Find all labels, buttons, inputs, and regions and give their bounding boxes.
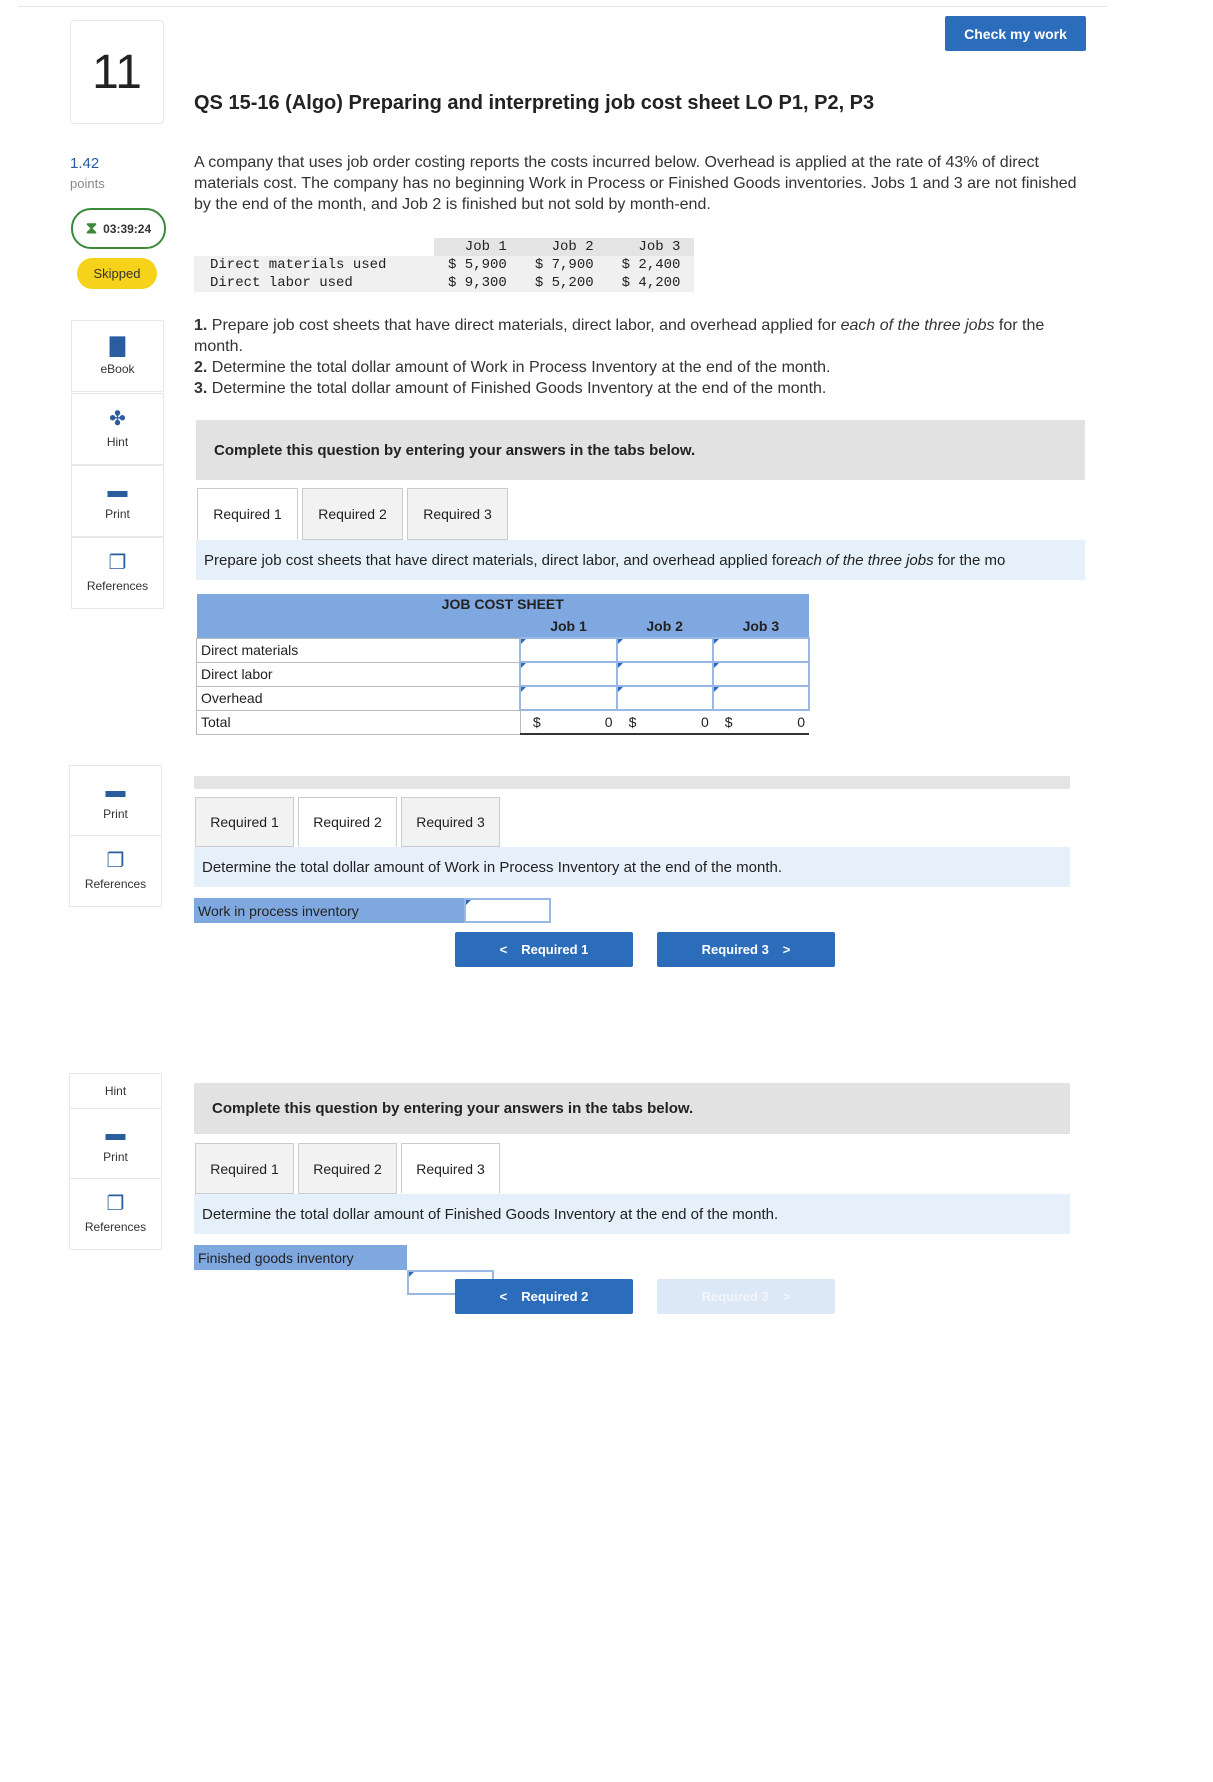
hourglass-icon: ⧗ [85,219,98,237]
tab-bar-3 [195,1143,500,1194]
book-icon: ▇ [109,335,126,357]
print-button-2[interactable] [69,765,162,837]
prev-required-2-button[interactable]: < Required 2 [455,1279,633,1314]
hint-label: Hint [106,435,129,449]
references-button-3[interactable] [69,1178,162,1250]
given-cell: $ 5,200 [534,275,594,291]
printer-icon: ▬ [105,1123,126,1145]
section3-instruction: Determine the total dollar amount of Finished Goods Inventory at the end of the month. [194,1194,1070,1234]
hint-label: Hint [104,1084,127,1098]
requirement-item: 1. Prepare job cost sheets that have direct materials, direct labor, and overhead applied for each of the three jobs for the month. [194,317,1045,355]
given-row-label: Direct materials used [210,257,387,273]
requirements-list [194,315,1084,399]
references-label: References [84,877,147,891]
instructions-banner-3: Complete this question by entering your answers in the tabs below. [194,1083,1070,1134]
ebook-button[interactable] [71,320,164,392]
hint-button-3[interactable] [69,1073,162,1109]
job3-materials-input[interactable] [713,638,809,662]
instructions-banner: Complete this question by entering your answers in the tabs below. [196,420,1085,480]
section1-instruction: Prepare job cost sheets that have direct materials, direct labor, and overhead applied for each of the three jobs for the mo [196,540,1085,580]
print-label: Print [103,807,128,821]
total-job3: $ 0 [713,710,809,734]
check-my-work-button[interactable]: Check my work [945,16,1086,51]
row-label: Total [197,710,521,734]
wip-label: Work in process inventory [194,898,464,923]
requirement-item: 3. Determine the total dollar amount of Finished Goods Inventory at the end of the month. [194,380,827,397]
timer-value: 03:39:24 [103,221,152,236]
tab-required-3[interactable]: Required 3 [401,1143,500,1194]
page-title: QS 15-16 (Algo) Preparing and interpreting job cost sheet LO P1, P2, P3 [194,92,875,114]
references-icon: ❐ [106,1193,125,1215]
chevron-right-icon: > [782,1289,791,1304]
tab-required-3[interactable]: Required 3 [401,797,500,847]
row-label: Direct labor [197,662,521,686]
sheet-corner [197,614,521,638]
given-cell: $ 7,900 [534,257,594,273]
print-label: Print [105,507,130,521]
printer-icon: ▬ [107,480,128,502]
job2-materials-input[interactable] [617,638,713,662]
job1-materials-input[interactable] [520,638,616,662]
given-data-table [194,238,694,292]
points-value: 1.42 [70,155,100,172]
tab-required-2[interactable]: Required 2 [302,488,403,540]
sheet-title: JOB COST SHEET [197,594,810,614]
references-label: References [84,1220,147,1234]
given-header: Job 3 [608,238,695,256]
tab-required-1[interactable]: Required 1 [197,488,298,540]
job3-overhead-input[interactable] [713,686,809,710]
given-cell: $ 5,900 [448,257,507,273]
next-required-3-button[interactable]: Required 3 > [657,932,835,967]
chevron-right-icon: > [782,942,791,957]
hint-icon: ✤ [109,408,126,430]
job-cost-sheet [196,594,810,735]
column-header: Job 3 [713,614,809,638]
intro-paragraph: A company that uses job order costing reports the costs incurred below. Overhead is applied at the rate of 43% of direct materials cost. The company has no beginning Work in Process or Finished Goods inventories. Jobs 1 and 3 are not finished by the end of the month, and Job 2 is finished but not sold by month-end. [194,154,1077,213]
section2-instruction: Determine the total dollar amount of Work in Process Inventory at the end of the month. [194,847,1070,887]
given-row-label: Direct labor used [210,275,353,291]
total-job2: $ 0 [617,710,713,734]
references-icon: ❐ [108,552,127,574]
column-header: Job 2 [617,614,713,638]
tab-bar [197,488,508,540]
chevron-left-icon: < [499,1289,508,1304]
given-cell: $ 9,300 [448,275,507,291]
section-divider [194,776,1070,789]
job2-overhead-input[interactable] [617,686,713,710]
job1-labor-input[interactable] [520,662,616,686]
ebook-label: eBook [100,362,135,376]
given-header: Job 2 [521,238,608,256]
timer [71,208,166,249]
fg-label: Finished goods inventory [194,1245,407,1270]
row-label: Direct materials [197,638,521,662]
status-badge: Skipped [77,258,157,289]
print-button-3[interactable] [69,1108,162,1180]
column-header: Job 1 [520,614,616,638]
tab-bar-2 [195,797,500,847]
references-button[interactable] [71,537,164,609]
tab-required-2[interactable]: Required 2 [298,797,397,847]
references-icon: ❐ [106,850,125,872]
job1-overhead-input[interactable] [520,686,616,710]
chevron-left-icon: < [499,942,508,957]
print-label: Print [103,1150,128,1164]
print-button[interactable] [71,465,164,537]
prev-required-1-button[interactable]: < Required 1 [455,932,633,967]
given-header: Job 1 [434,238,521,256]
given-cell: $ 2,400 [621,257,681,273]
requirement-item: 2. Determine the total dollar amount of Work in Process Inventory at the end of the month. [194,359,831,376]
tab-required-1[interactable]: Required 1 [195,797,294,847]
tab-required-2[interactable]: Required 2 [298,1143,397,1194]
top-divider [18,6,1108,7]
row-label: Overhead [197,686,521,710]
job2-labor-input[interactable] [617,662,713,686]
question-number: 11 [70,20,164,124]
total-job1: $ 0 [520,710,616,734]
tab-required-1[interactable]: Required 1 [195,1143,294,1194]
references-button-2[interactable] [69,835,162,907]
job3-labor-input[interactable] [713,662,809,686]
tab-required-3[interactable]: Required 3 [407,488,508,540]
references-label: References [86,579,149,593]
hint-button[interactable] [71,393,164,465]
next-required-3-button-disabled: Required 3 > [657,1279,835,1314]
points-label: points [70,176,105,191]
given-cell: $ 4,200 [621,275,681,291]
wip-input[interactable] [464,898,551,923]
printer-icon: ▬ [105,780,126,802]
given-corner [194,238,434,256]
